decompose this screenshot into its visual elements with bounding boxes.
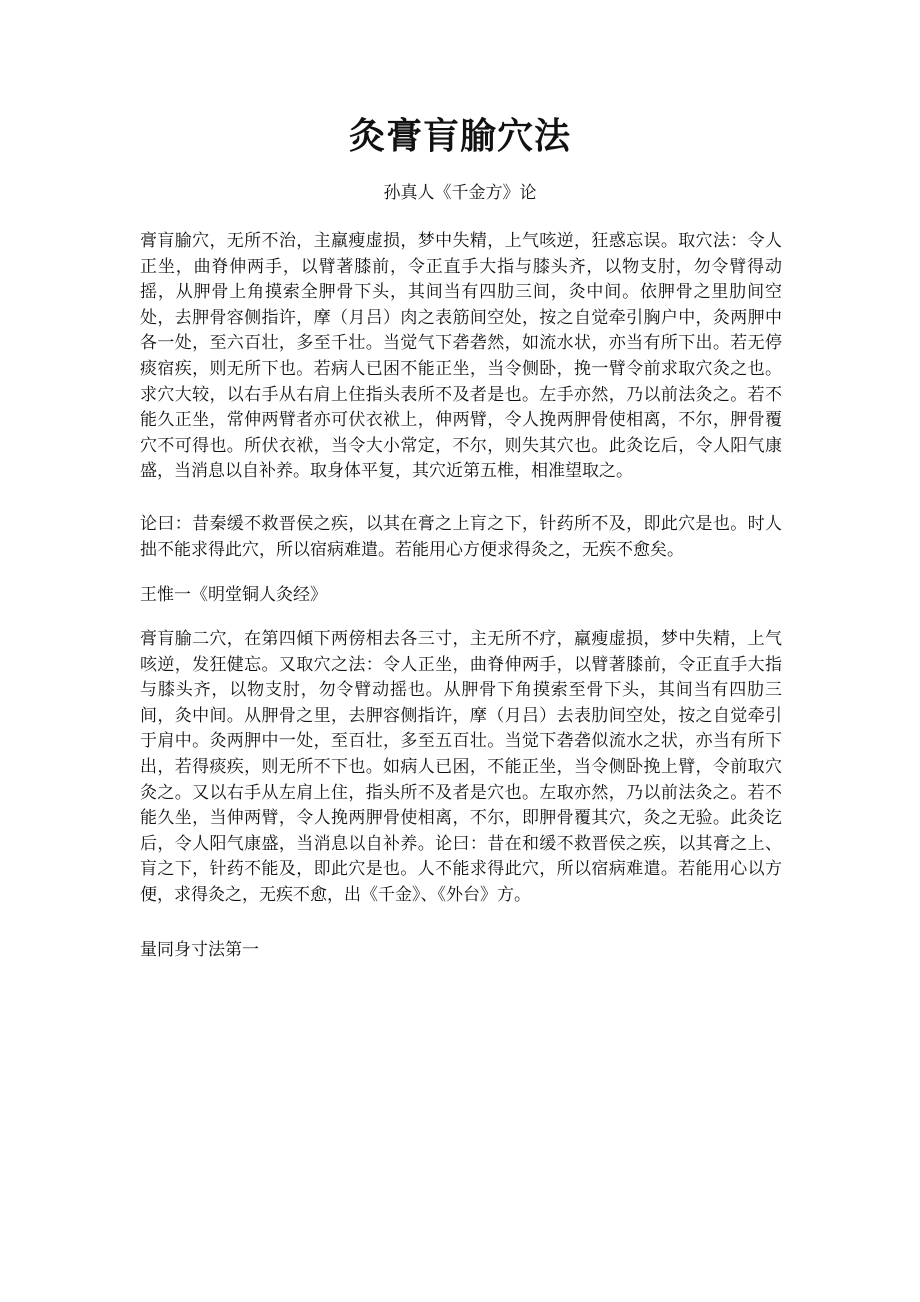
document-title: 灸膏肓腧穴法 bbox=[348, 115, 571, 157]
section-heading-tongren: 王惟一《明堂铜人灸经》 bbox=[140, 585, 327, 605]
section-heading-measure: 量同身寸法第一 bbox=[140, 940, 259, 960]
paragraph-tongren-method: 膏肓腧二穴，在第四傾下两傍相去各三寸，主无所不疗，羸瘦虚损，梦中失精，上气咳逆，发狂健忘。又取穴之法：令人正坐，曲脊伸两手，以臂著膝前，令正直手大指与膝头齐，以物支肘，勿令臂动摇也。从胛骨下角摸索至骨下头，其间当有四肋三间，灸中间。从胛骨之里，去胛容侧指许，摩（月吕）去表肋间空处，按之自觉牵引于肩中。灸两胛中一处，至百壮，多至五百壮。当觉下砻砻似流水之状，亦当有所下出，若得痰疾，则无所不下也。如病人已困，不能正坐，当令侧卧挽上臂，令前取穴灸之。又以右手从左肩上住，指头所不及者是穴也。左取亦然，乃以前法灸之。若不能久坐，当伸两臂，令人挽两胛骨使相离，不尔，即胛骨覆其穴，灸之无验。此灸讫后，令人阳气康盛，当消息以自补养。论曰：昔在和缓不救晋侯之疾，以其膏之上、肓之下，针药不能及，即此穴是也。人不能求得此穴，所以宿病难遣。若能用心以方便，求得灸之，无疾不愈，出《千金》、《外台》方。 bbox=[140, 629, 782, 905]
document-subtitle: 孙真人《千金方》论 bbox=[383, 183, 537, 203]
paragraph-commentary: 论曰：昔秦缓不救晋侯之疾，以其在膏之上肓之下，针药所不及，即此穴是也。时人拙不能求得此穴，所以宿病难遣。若能用心方便求得灸之，无疾不愈矣。 bbox=[140, 514, 782, 560]
paragraph-qianjin-method: 膏肓腧穴，无所不治，主羸瘦虚损，梦中失精，上气咳逆，狂惑忘误。取穴法：令人正坐，曲脊伸两手，以臂著膝前，令正直手大指与膝头齐，以物支肘，勿令臂得动摇，从胛骨上角摸索全胛骨下头，其间当有四肋三间，灸中间。依胛骨之里肋间空处，去胛骨容侧指许，摩（月吕）肉之表筋间空处，按之自觉牵引胸户中，灸两胛中各一处，至六百壮，多至千壮。当觉气下砻砻然，如流水状，亦当有所下出。若无停痰宿疾，则无所下也。若病人已困不能正坐，当令侧卧，挽一臂令前求取穴灸之也。求穴大较，以右手从右肩上住指头表所不及者是也。左手亦然，乃以前法灸之。若不能久正坐，常伸两臂者亦可伏衣袱上，伸两臂，令人挽两胛骨使相离，不尔，胛骨覆穴不可得也。所伏衣袱，当令大小常定，不尔，则失其穴也。此灸讫后，令人阳气康盛，当消息以自补养。取身体平复，其穴近第五椎，相准望取之。 bbox=[140, 231, 782, 482]
